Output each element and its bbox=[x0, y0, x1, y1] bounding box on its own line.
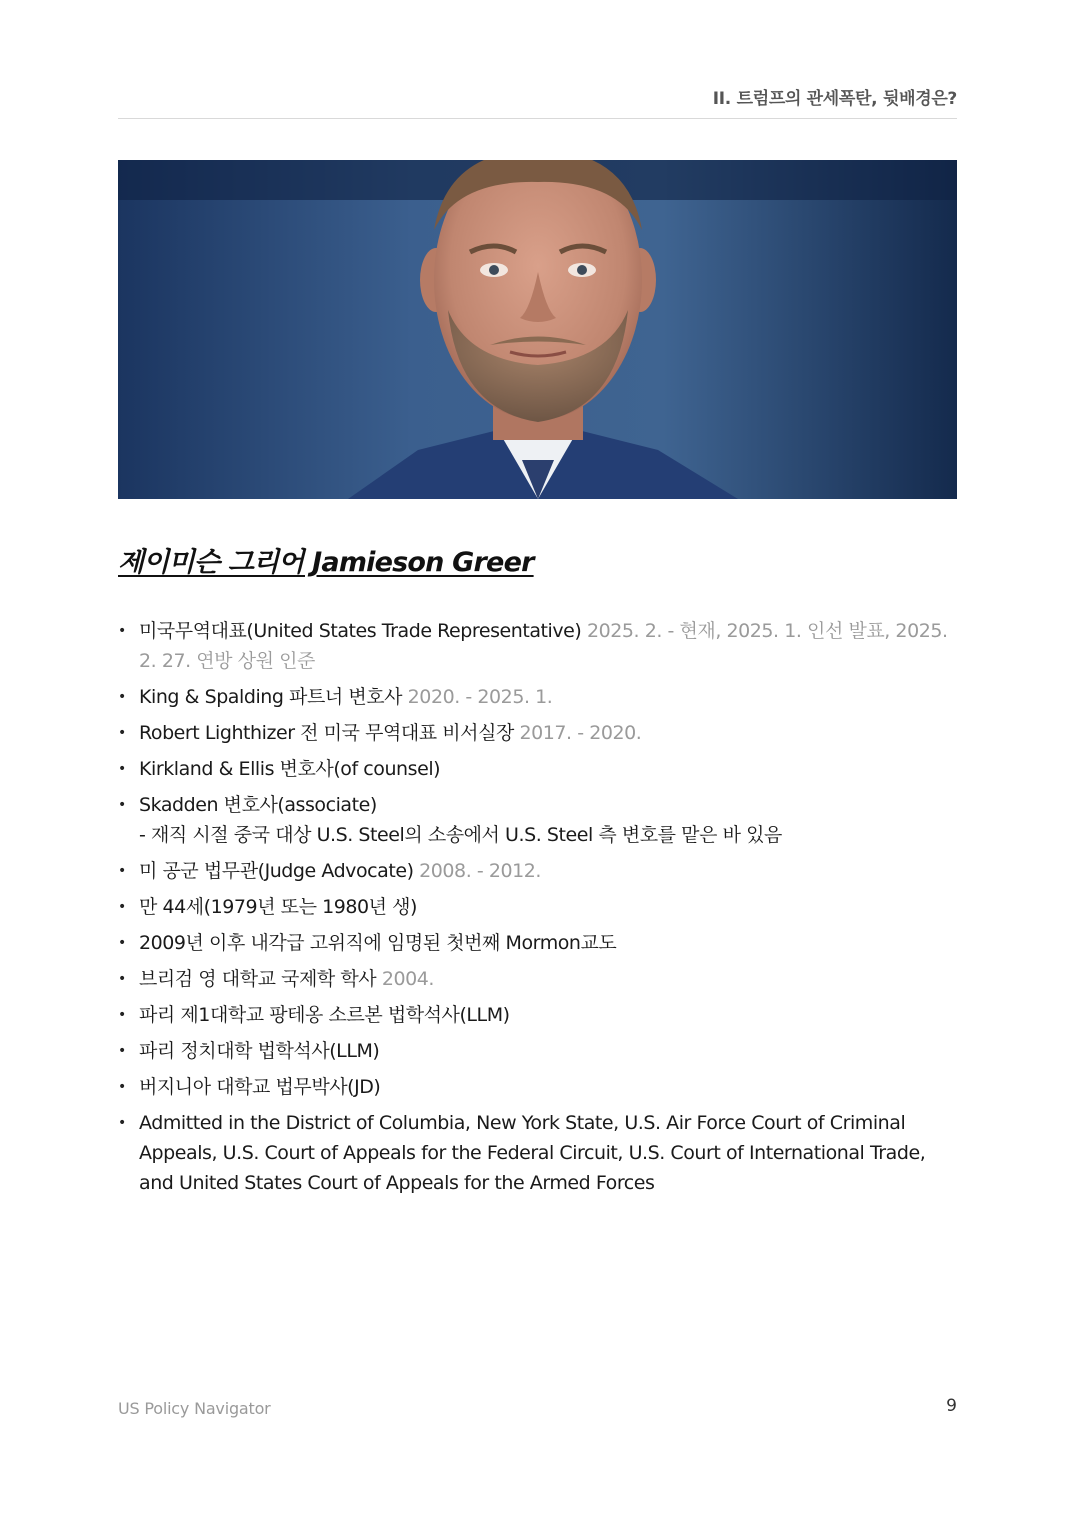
bio-text: King & Spalding 파트너 변호사 bbox=[139, 686, 403, 708]
list-item bbox=[118, 928, 960, 958]
bio-detail: 2004. bbox=[381, 968, 434, 990]
publication-name: US Policy Navigator bbox=[118, 1399, 271, 1418]
list-item bbox=[118, 1108, 960, 1198]
list-item bbox=[118, 616, 960, 676]
bio-text: 미국무역대표(United States Trade Representative) bbox=[139, 620, 582, 642]
bio-text: Kirkland & Ellis 변호사(of counsel) bbox=[139, 758, 441, 780]
page-number: 9 bbox=[946, 1396, 957, 1416]
running-header bbox=[118, 84, 957, 119]
list-item bbox=[118, 1036, 960, 1066]
bio-text: Skadden 변호사(associate) bbox=[139, 794, 377, 816]
bio-text: 미 공군 법무관(Judge Advocate) bbox=[139, 860, 414, 882]
list-item bbox=[118, 1000, 960, 1030]
portrait-illustration bbox=[118, 160, 957, 499]
list-item bbox=[118, 754, 960, 784]
list-item bbox=[118, 790, 960, 850]
list-item bbox=[118, 856, 960, 886]
bio-text: 2009년 이후 내각급 고위직에 임명된 첫번째 Mormon교도 bbox=[139, 932, 617, 954]
bio-detail: 2008. - 2012. bbox=[419, 860, 542, 882]
person-name-heading: 제이미슨 그리어 Jamieson Greer bbox=[118, 547, 534, 578]
bio-text: 버지니아 대학교 법무박사(JD) bbox=[139, 1076, 381, 1098]
list-item bbox=[118, 964, 960, 994]
biography-list bbox=[118, 616, 960, 1204]
bio-detail: 2025. 2. - 현재, 2025. 1. 인선 발표, 2025. 2. 27. 연방 상원 인준 bbox=[139, 620, 948, 672]
section-title: II. 트럼프의 관세폭탄, 뒷배경은? bbox=[712, 89, 957, 109]
list-item bbox=[118, 682, 960, 712]
bio-subnote: - 재직 시절 중국 대상 U.S. Steel의 소송에서 U.S. Steel 측 변호를 맡은 바 있음 bbox=[139, 824, 782, 846]
bio-detail: 2017. - 2020. bbox=[519, 722, 642, 744]
bio-text: Robert Lighthizer 전 미국 무역대표 비서실장 bbox=[139, 722, 514, 744]
list-item bbox=[118, 892, 960, 922]
list-item bbox=[118, 718, 960, 748]
bio-text: 파리 제1대학교 팡테옹 소르본 법학석사(LLM) bbox=[139, 1004, 510, 1026]
bio-detail: 2020. - 2025. 1. bbox=[407, 686, 553, 708]
portrait-photo bbox=[118, 160, 957, 499]
bio-text: 파리 정치대학 법학석사(LLM) bbox=[139, 1040, 380, 1062]
bio-text: 브리검 영 대학교 국제학 학사 bbox=[139, 968, 377, 990]
bio-text: Admitted in the District of Columbia, New York State, U.S. Air Force Court of Criminal Appeals, U.S. Court of Appeals for the Federal Circuit, U.S. Court of International Trade, and United States Court of Appeals for the Armed Forces bbox=[139, 1112, 926, 1194]
list-item bbox=[118, 1072, 960, 1102]
bio-text: 만 44세(1979년 또는 1980년 생) bbox=[139, 896, 417, 918]
